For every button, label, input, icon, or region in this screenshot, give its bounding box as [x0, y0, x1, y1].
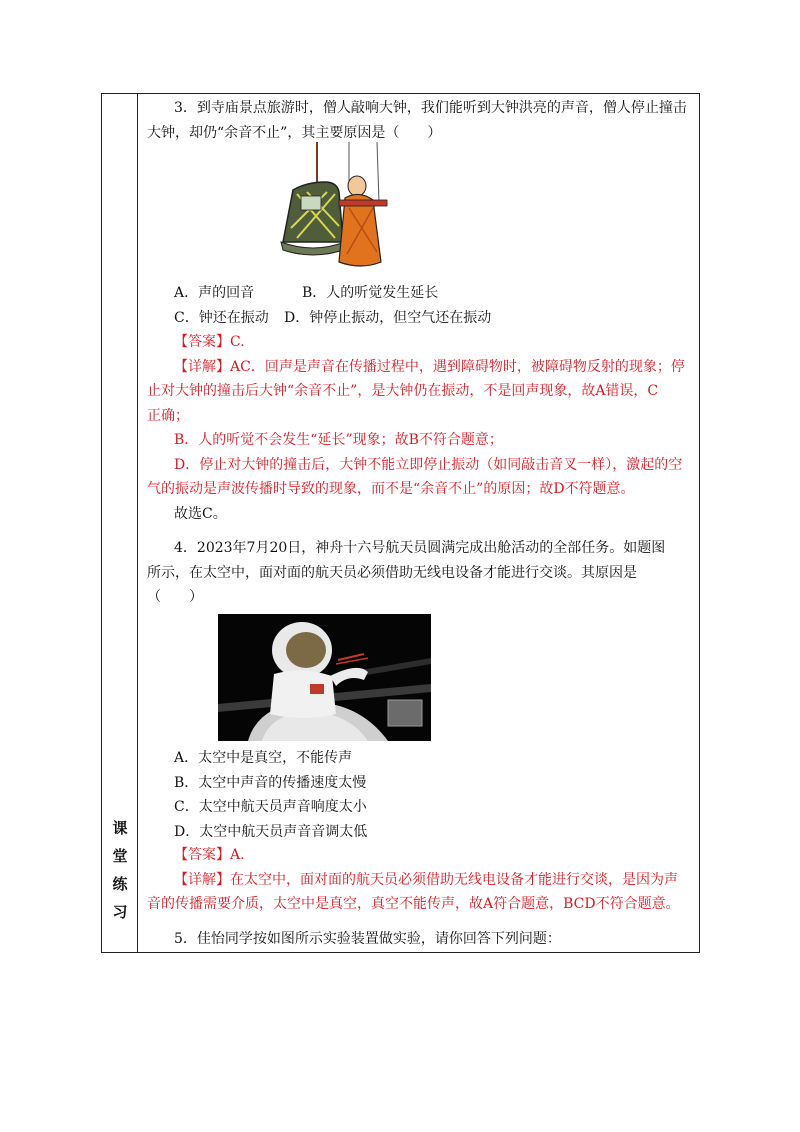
q3-option-row: [147, 281, 693, 306]
q4-detail-line: 【详解】在太空中，面对面的航天员必须借助无线电设备才能进行交谈，是因为声: [174, 871, 678, 888]
q4-stem-line: 所示，在太空中，面对面的航天员必须借助无线电设备才能进行交谈。其原因是: [147, 564, 637, 581]
q3-detail-line: 正确；: [147, 407, 189, 424]
astronaut-photo: [218, 614, 431, 741]
section-label-char: 练: [112, 875, 128, 893]
q3-option-b: B．人的听觉发生延长: [302, 285, 439, 301]
q3-conclusion: 故选C。: [174, 505, 227, 522]
q3-options: [147, 281, 693, 330]
exercise-table: [101, 93, 700, 953]
section-label: [102, 814, 138, 926]
q3-option-row: [147, 306, 693, 331]
q4-answer: 【答案】A.: [174, 847, 245, 863]
q4-stem-line: （ ）: [147, 589, 203, 605]
question-4: [147, 536, 693, 610]
q4-option-b: B．太空中声音的传播速度太慢: [174, 774, 367, 791]
q4-options: [147, 746, 693, 844]
q3-detail-line: 气的振动是声波传播时导致的现象，而不是“余音不止”的原因；故D不符题意。: [147, 481, 635, 497]
q3-detail-line: B．人的听觉不会发生“延长”现象；故B不符合题意；: [174, 432, 503, 448]
q5-stem: 5．佳怡同学按如图所示实验装置做实验，请你回答下列问题：: [174, 931, 561, 947]
q3-stem-line: 3．到寺庙景点旅游时，僧人敲响大钟，我们能听到大钟洪亮的声音，僧人停止撞击: [174, 100, 687, 116]
question-5: [147, 927, 693, 952]
q4-detail-line: 音的传播需要介质，太空中是真空，真空不能传声，故A符合题意，BCD不符合题意。: [147, 896, 680, 912]
q4-option-c: C．太空中航天员声音响度太小: [174, 799, 367, 815]
q3-answer: 【答案】C.: [174, 334, 245, 350]
q4-option-d: D．太空中航天员声音音调太低: [174, 823, 368, 840]
q4-stem-line: 4．2023年7月20日，神舟十六号航天员圆满完成出舱活动的全部任务。如题图: [174, 540, 666, 556]
q4-answer-block: [147, 843, 693, 917]
section-label-char: 堂: [112, 847, 128, 865]
q3-detail-line: D．停止对大钟的撞击后，大钟不能立即停止振动（如同敲击音叉一样），激起的空: [174, 456, 683, 473]
q3-option-d: D．钟停止振动，但空气还在振动: [284, 309, 492, 326]
section-label-char: 课: [112, 819, 128, 837]
q3-option-c: C．钟还在振动: [174, 309, 269, 326]
q4-option-a: A．太空中是真空，不能传声: [174, 750, 353, 766]
bell-monk-illustration: [277, 142, 389, 272]
q3-detail-line: 止对大钟的撞击后大钟“余音不止”，是大钟仍在振动，不是回声现象，故A错误，C: [147, 383, 659, 399]
section-label-char: 习: [112, 903, 128, 921]
q3-detail-line: 【详解】AC．回声是声音在传播过程中，遇到障碍物时，被障碍物反射的现象；停: [174, 358, 685, 375]
q3-stem-line: 大钟，却仍“余音不止”，其主要原因是（ ）: [147, 124, 442, 141]
question-3: [147, 96, 693, 145]
q3-option-a: A．声的回音: [174, 285, 255, 301]
q3-answer-block: [147, 330, 693, 526]
section-column: [102, 94, 138, 952]
